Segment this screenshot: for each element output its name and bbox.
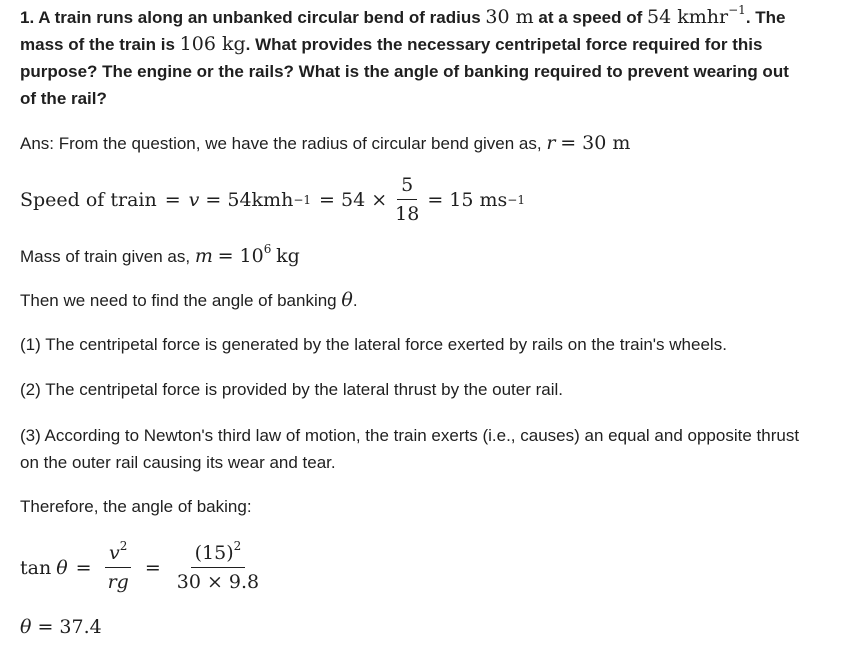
speed-result: = 15 ms [427,188,508,211]
tan-numerator [105,539,131,568]
fraction-denominator: 18 [395,203,420,225]
mass-variable: m [194,245,213,267]
point-3 [20,422,799,476]
question-line-4: of the rail? [20,89,107,108]
speed-eq3: = 54 × [319,188,388,211]
radius-equation: = 30 m [560,132,631,154]
find-text: Then we need to find the angle of banking [20,291,337,310]
question-line2: mass of the train is [20,35,175,54]
speed-fraction [391,174,423,225]
question-speed-exp: −1 [728,3,746,17]
tan-numerator-2-base: (15) [194,542,234,564]
tan-denominator: rg [107,571,129,593]
result-equation [20,616,102,638]
mass-line [20,243,300,270]
question-line1-b: at a speed of [538,8,643,27]
result-value: = 37.4 [37,616,102,638]
tan-numerator-2-exp: 2 [233,539,242,553]
mass-exponent: 6 [263,242,272,256]
speed-equation: Speed of train = v = 54kmh −1 = 54 × $\frac{5}{18}$ = 15 ms −1 [20,174,525,225]
question-line2-b: . What provides the necessary centripetal force required for this [245,35,763,54]
tan-eq: = [75,556,92,579]
radius-variable: r [546,132,556,154]
speed-label: Speed of train [20,188,157,211]
find-end: . [352,291,358,310]
question-line-1 [20,4,845,31]
speed-variable: v [188,188,200,211]
mass-equation: = 10 [217,245,264,267]
question-line1-a: A train runs along an unbanked circular bend of radius [38,8,481,27]
speed-eq2: = 54kmh [205,188,294,211]
mass-unit: kg [276,245,300,267]
tan-numerator-2 [191,539,246,568]
point-3-line-a: (3) According to Newton's third law of motion, the train exerts (i.e., causes) an equal and opposite thrust [20,426,800,445]
question-line-2 [20,31,845,58]
tan-label: tan [20,556,52,579]
find-line [20,287,358,314]
tan-numerator-exp: 2 [119,539,128,553]
question-number: 1. [20,8,35,27]
tan-equation [20,539,267,593]
tan-theta: θ [56,556,68,579]
mass-text: Mass of train given as, [20,247,191,266]
point-2: (2) The centripetal force is provided by the lateral thrust by the outer rail. [20,380,564,399]
tan-fraction-2 [173,539,263,593]
answer-intro-text: Ans: From the question, we have the radius of circular bend given as, [20,134,542,153]
question-line-3: purpose? The engine or the rails? What is the angle of banking required to prevent wearing out [20,62,789,81]
theta-symbol: θ [341,289,353,311]
answer-intro [20,130,630,157]
question-radius: 30 m [485,6,534,28]
therefore-line: Therefore, the angle of baking: [20,497,252,516]
question-mass: 106 kg [179,33,246,55]
question-speed: 54 kmhr [647,6,729,28]
point-3-line-b: on the outer rail causing its wear and tear. [20,453,336,472]
fraction-numerator: 5 [397,174,417,200]
tan-denominator-2: 30 × 9.8 [176,571,260,593]
point-1: (1) The centripetal force is generated by the lateral force exerted by rails on the train's wheels. [20,335,727,354]
tan-fraction-1 [104,539,133,593]
question-line1-c: . The [745,8,786,27]
result-theta: θ [20,616,32,638]
tan-numerator-v: v [109,542,120,564]
tan-eq2: = [144,556,161,579]
question-text [20,4,845,112]
speed-eq1: = [164,188,181,211]
